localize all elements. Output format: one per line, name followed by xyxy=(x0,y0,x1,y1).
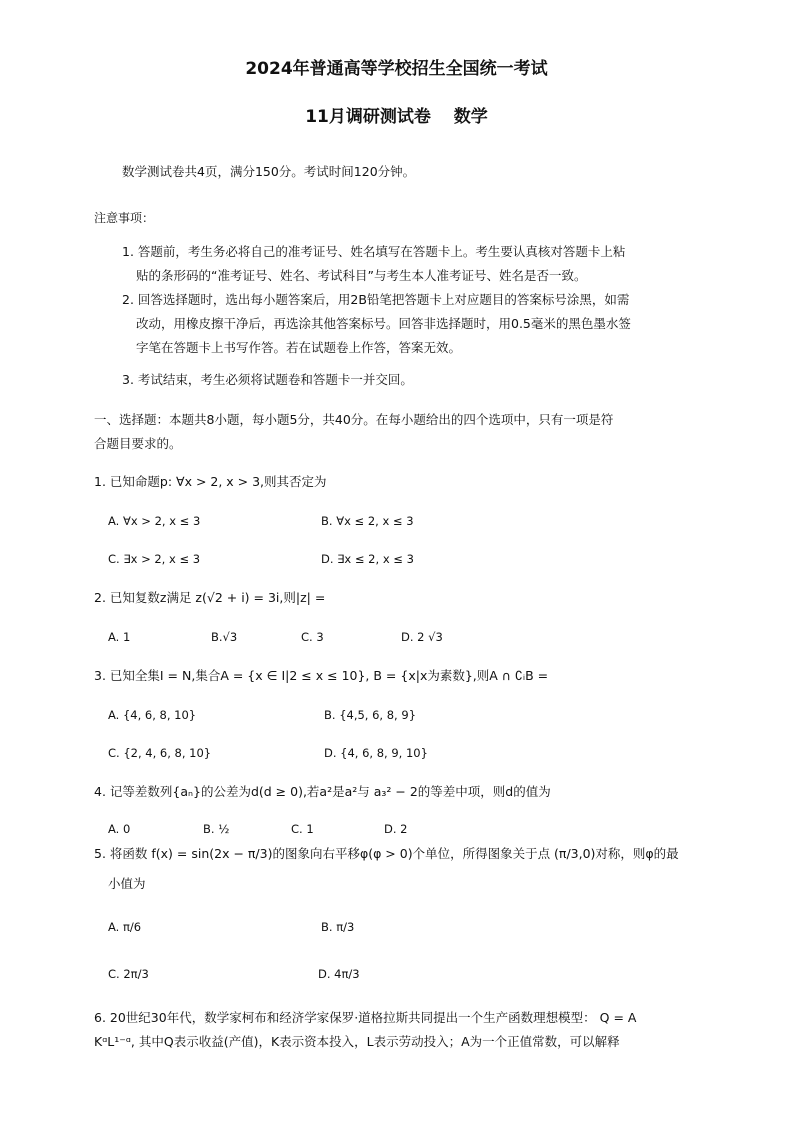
note-2-line-3: 字笔在答题卡上书写作答。若在试题卷上作答，答案无效。 xyxy=(136,340,462,355)
question-5-option-c: C. 2π/3 xyxy=(108,967,149,981)
question-5-stem-line-2: 小值为 xyxy=(108,876,146,891)
note-1-line-2: 贴的条形码的“准考证号、姓名、考试科目”与考生本人准考证号、姓名是否一致。 xyxy=(136,268,587,283)
question-2-option-c: C. 3 xyxy=(301,630,324,644)
exam-subtitle: 11月调研测试卷 数学 xyxy=(305,107,488,127)
exam-title: 2024年普通高等学校招生全国统一考试 xyxy=(245,59,548,79)
question-3-option-c: C. {2, 4, 6, 8, 10} xyxy=(108,746,212,760)
question-5-stem-line-1: 5. 将函数 f(x) = sin(2x − π/3)的图象向右平移φ(φ > 0)个单位，所得图象关于点 (π/3,0)对称，则φ的最 xyxy=(94,846,679,861)
note-1-line-1: 1. 答题前，考生务必将自己的准考证号、姓名填写在答题卡上。考生要认真核对答题卡上粘 xyxy=(122,244,626,259)
question-4-option-d: D. 2 xyxy=(384,822,408,836)
question-1-option-d: D. ∃x ≤ 2, x ≤ 3 xyxy=(321,552,414,566)
question-5-option-a: A. π/6 xyxy=(108,920,142,934)
note-2-line-1: 2. 回答选择题时，选出每小题答案后，用2B铅笔把答题卡上对应题目的答案标号涂黑，如需 xyxy=(122,292,630,307)
question-1-option-c: C. ∃x > 2, x ≤ 3 xyxy=(108,552,201,566)
question-4-option-c: C. 1 xyxy=(291,822,314,836)
question-6-line-1: 6. 20世纪30年代，数学家柯布和经济学家保罗·道格拉斯共同提出一个生产函数理想模型： Q = A xyxy=(94,1010,637,1025)
question-5-option-d: D. 4π/3 xyxy=(318,967,360,981)
note-2-line-2: 改动，用橡皮擦干净后，再选涂其他答案标号。回答非选择题时，用0.5毫米的黑色墨水签 xyxy=(136,316,631,331)
question-1-option-b: B. ∀x ≤ 2, x ≤ 3 xyxy=(321,514,414,528)
question-5-option-b: B. π/3 xyxy=(321,920,355,934)
question-3-stem: 3. 已知全集I = N,集合A = {x ∈ I|2 ≤ x ≤ 10}, B = {x|x为素数},则A ∩ ∁ᵢB = xyxy=(94,668,549,683)
question-6-line-2: KᵅL¹⁻ᵅ, 其中Q表示收益(产值)，K表示资本投入，L表示劳动投入；A为一个正值常数，可以解释 xyxy=(94,1034,620,1049)
question-2-option-d: D. 2 √3 xyxy=(401,630,443,644)
note-3: 3. 考试结束，考生必须将试题卷和答题卡一并交回。 xyxy=(122,372,413,387)
question-3-option-d: D. {4, 6, 8, 9, 10} xyxy=(324,746,428,760)
question-4-option-b: B. ½ xyxy=(203,822,230,836)
question-4-option-a: A. 0 xyxy=(108,822,131,836)
section-heading-line-1: 一、选择题：本题共8小题，每小题5分，共40分。在每小题给出的四个选项中，只有一项是符 xyxy=(94,412,614,427)
question-3-option-b: B. {4,5, 6, 8, 9} xyxy=(324,708,417,722)
notes-heading: 注意事项： xyxy=(94,211,155,225)
question-3-option-a: A. {4, 6, 8, 10} xyxy=(108,708,197,722)
question-4-stem: 4. 记等差数列{aₙ}的公差为d(d ≥ 0),若a²是a²与 a₃² − 2的等差中项，则d的值为 xyxy=(94,784,551,799)
question-2-stem: 2. 已知复数z满足 z(√2 + i) = 3i,则|z| = xyxy=(94,590,326,605)
question-2-option-b: B.√3 xyxy=(211,630,238,644)
question-2-option-a: A. 1 xyxy=(108,630,131,644)
question-1-option-a: A. ∀x > 2, x ≤ 3 xyxy=(108,514,201,528)
question-1-stem: 1. 已知命题p: ∀x > 2, x > 3,则其否定为 xyxy=(94,474,327,489)
section-heading-line-2: 合题目要求的。 xyxy=(94,436,182,451)
exam-intro: 数学测试卷共4页，满分150分。考试时间120分钟。 xyxy=(122,164,416,179)
